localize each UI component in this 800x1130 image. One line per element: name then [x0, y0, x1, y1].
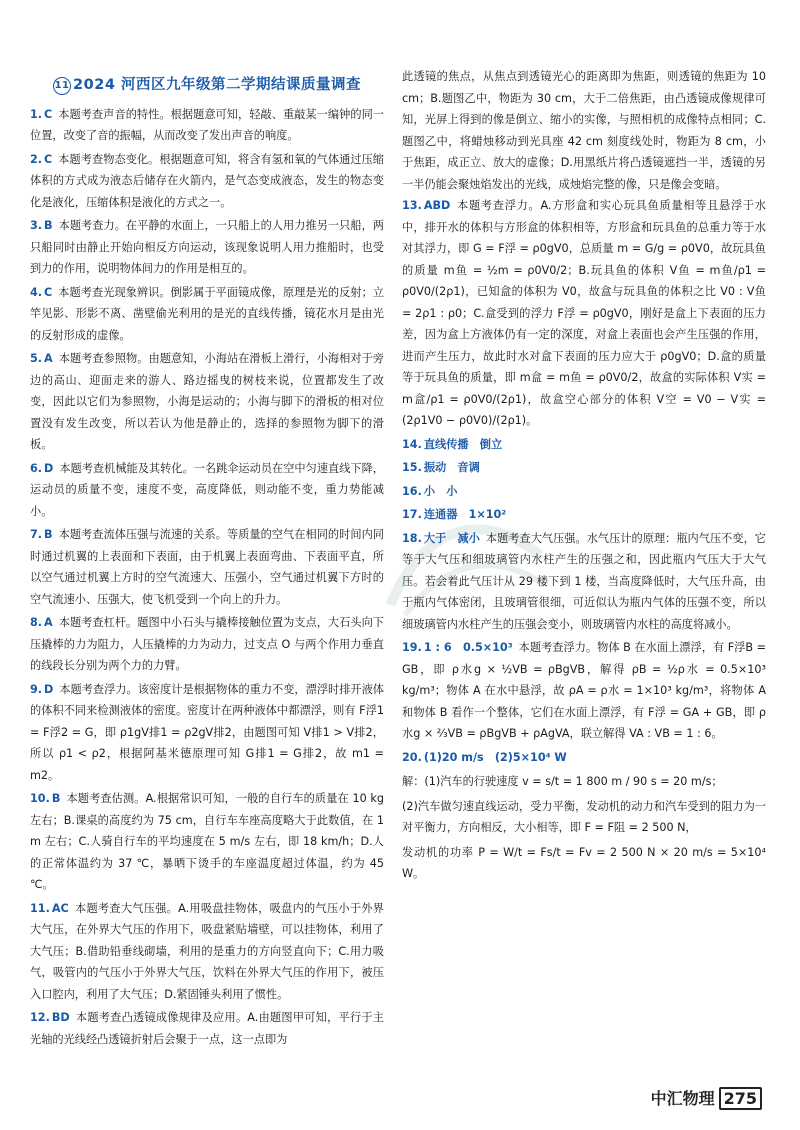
answer-item: [30, 215, 384, 280]
answer-ans: C: [44, 285, 53, 299]
answer-item-16: 16. 小 小: [402, 484, 458, 498]
answer-ans: D: [44, 682, 54, 696]
answer-item: [30, 788, 384, 896]
answer-item-18: 18. 大于 减小 本题考查大气压强。水气压计的原理：瓶内气压不变，它等于大气压和细玻璃管内水柱产生的压强之和，因此瓶内气压大于大气压。若会着此气压计从 29 楼下到 1 楼，当高度降低时，大气压升高，由于瓶内气体密闭，且玻璃管很细，可近似认为瓶内气体的压强不变，所以细玻璃管内水柱产生的压强会变小，则玻璃管内水柱的高度将减小。: [402, 531, 766, 631]
answer-ans: B: [44, 219, 53, 232]
answer-no: 4.: [30, 285, 43, 299]
answer-item: [30, 524, 384, 610]
answer-no: 3.: [30, 219, 43, 232]
answer-item-19: 19. 1 : 6 0.5×10³ 本题考查浮力。物体 B 在水面上漂浮，有 F浮B = GB，即 ρ水g × ½VB = ρBgVB，解得 ρB = ½ρ水 = 0.5×10³ kg/m³；物体 A 在水中悬浮，故 ρA = ρ水 = 1×10³ kg/m³，将物体 A 和物体 B 看作一个整体，它们在水面上漂浮，有 F浮 = GA + GB，即 ρ水g × ⅔VB = ρBgVB + ρAgVA，联立解得 VA : VB = 1 : 6。: [402, 641, 767, 740]
answer-text: 本题考查力。在平静的水面上，一只船上的人用力推另一只船，两只船同时由静止开始向相反方向运动，该现象说明人用力推船时，也受到力的作用，说明物体间力的作用是相互的。: [30, 219, 384, 275]
answer-text: 本题考查光现象辨识。倒影属于平面镜成像，原理是光的反射；立竿见影、形影不离、凿壁偷光利用的是光的直线传播，镜花水月是由光的反射形成的虚像。: [30, 285, 384, 342]
page-title: [30, 75, 384, 97]
footer-label: 中汇物理: [650, 1089, 715, 1108]
answer-item-14: 14. 直线传播 倒立: [402, 437, 503, 451]
answer-text: 本题考查大气压强。A.用吸盘挂物体，吸盘内的气压小于外界大气压，在外界大气压的作用下，吸盘紧贴墙壁，可以挂物体，利用了大气压；B.借助铅垂线砌墙，利用的是重力的方向竖直向下；C.用力吸气，吸管内的气压小于外界大气压，饮料在外界大气压的作用下，被压入口腔内，利用了大气压；D.紧固锤头利用了惯性。: [30, 901, 384, 1001]
answer-item: [30, 348, 384, 456]
answer-item-20: 20. (1)20 m/s (2)5×10⁴ W: [402, 750, 567, 764]
answer-text: 本题考查杠杆。题图中小石头与撬棒接触位置为支点，大石头向下压撬棒的力为阻力，人压撬棒的力为动力，过支点 O 与两个作用力垂直的线段长分别为两个力的力臂。: [30, 616, 384, 672]
answer-no: 8.: [30, 616, 43, 629]
q20-solution-1: 解：(1)汽车的行驶速度 v = s/t = 1 800 m / 90 s = 20 m/s；: [402, 775, 723, 788]
answer-text: 本题考查声音的特性。根据题意可知，轻敲、重敲某一编钟的同一位置，改变了音的振幅，从而改变了发出声音的响度。: [30, 107, 384, 142]
answer-ans: BD: [51, 1011, 70, 1024]
answer-item: [30, 612, 384, 677]
answer-text: 本题考查估测。A.根据常识可知，一般的自行车的质量在 10 kg 左右；B.课桌的高度约为 75 cm，自行车车座高度略大于此数值，在 1 m 左右；C.人骑自行车的平均速度在 5 m/s 左右，即 18 km/h；D.人的正常体温约为 37 ℃，暴晒下烫手的车座温度超过体温，约为 45 ℃。: [30, 792, 384, 891]
answer-no: 7.: [30, 528, 43, 541]
answer-item: [30, 458, 384, 523]
answer-ans: B: [44, 528, 53, 541]
answer-text: 本题考查浮力。该密度计是根据物体的重力不变，漂浮时排开液体的体积不同来检测液体的密度。密度计在两种液体中都漂浮，则有 F浮1 = F浮2 = G，即 ρ1gV排1 = ρ2gV排2，由题图可知 V排1 > V排2，所以 ρ1 < ρ2，根据阿基米德原理可知 G排1 = G排2，故 m1 = m2。: [30, 682, 384, 782]
answer-ans: AC: [51, 901, 69, 915]
answer-no: 6.: [30, 461, 43, 475]
answer-item: [30, 149, 384, 214]
answer-item: [30, 1007, 384, 1050]
section-badge: 11: [53, 77, 71, 95]
left-answer-list: [30, 104, 384, 1051]
q12-continued: 此透镜的焦点，从焦点到透镜光心的距离即为焦距，则透镜的焦距为 10 cm；B.题图乙中，物距为 30 cm，大于二倍焦距，由凸透镜成像规律可知，光屏上得到的像是倒立、缩小的实像，与照相机的成像特点相同；C.题图乙中，将蜡烛移动到光具座 42 cm 刻度线处时，物距为 8 cm，小于焦距，成正立、放大的虚像；D.用黑纸片将凸透镜遮挡一半，透镜的另一半仍能会聚烛焰发出的光线，成烛焰完整的像，只是像会变暗。: [402, 70, 766, 191]
q20-solution-2: (2)汽车做匀速直线运动，受力平衡，发动机的动力和汽车受到的阻力为一对平衡力，方向相反，大小相等，即 F = F阻 = 2 500 N，: [402, 799, 766, 834]
answer-no: 2.: [30, 152, 43, 166]
answer-text: 本题考查物态变化。根据题意可知，将含有氢和氧的气体通过压缩体积的方式成为液态后储存在火箭内，是气态变成液态，发生的物态变化是液化，压缩体积是液化的方式之一。: [30, 152, 384, 209]
answer-item-17: 17. 连通器 1×10²: [402, 508, 507, 521]
answer-no: 11.: [30, 901, 50, 915]
answer-item-13: 13. ABD 本题考查浮力。A.方形盒和实心玩具鱼质量相等且悬浮于水中，排开水的体积与方形盒的体积相等，方形盒和玩具鱼的总重力等于水对其浮力，即 G = F浮 = ρ0gV0，总质量 m = G/g = ρ0V0，故玩具鱼的质量 m鱼 = ½m = ρ0V0/2；B.玩具鱼的体积 V鱼 = m鱼/ρ1 = ρ0V0/(2ρ1)，已知盒的体积为 V0，故盒与玩具鱼的体积之比 V0 : V鱼 = 2ρ1 : ρ0；C.盒受到的浮力 F浮 = ρ0gV0，刚好是盒上下表面的压力差，因为盒上方液体仍有一定的深度，对盒上表面也会产生压强的作用，进而产生压力，故此时水对盒下表面的压力应大于 ρ0gV0；D.盒的质量等于玩具鱼的质量，即 m盒 = m鱼 = ρ0V0/2，故盒的实际体积 V实 = m盒/ρ1 = ρ0V0/(2ρ1)，故盒空心部分的体积 V空 = V0 − V实 = (2ρ1V0 − ρ0V0)/(2ρ1)。: [402, 199, 766, 427]
answer-ans: A: [44, 616, 53, 629]
left-column: [30, 66, 384, 1052]
section-title: 2024 河西区九年级第二学期结课质量调查: [73, 77, 361, 93]
answer-text: 本题考查凸透镜成像规律及应用。A.由题图甲可知，平行于主光轴的光线经凸透镜折射后会聚于一点，这一点即为: [30, 1011, 384, 1046]
answer-no: 1.: [30, 107, 43, 121]
answer-no: 12.: [30, 1011, 50, 1024]
answer-ans: A: [44, 352, 53, 365]
answer-text: 本题考查流体压强与流速的关系。等质量的空气在相同的时间内同时通过机翼的上表面和下表面，由于机翼上表面弯曲、下表面平直，所以空气通过机翼上方时的空气流速大、压强小，空气通过机翼下方时的空气流速小、压强大，使飞机受到一个向上的升力。: [30, 528, 384, 606]
q20-solution-3: 发动机的功率 P = W/t = Fs/t = Fv = 2 500 N × 20 m/s = 5×10⁴ W。: [402, 845, 766, 880]
answer-no: 9.: [30, 682, 43, 696]
answer-ans: C: [44, 152, 53, 166]
page-footer: [651, 1086, 762, 1110]
answer-text: 本题考查机械能及其转化。一名跳伞运动员在空中匀速直线下降，运动员的质量不变，速度不变，高度降低，则动能不变，重力势能减小。: [30, 461, 384, 518]
answer-ans: C: [44, 107, 53, 121]
answer-item-15: 15. 振动 音调: [402, 461, 480, 474]
page-number: 275: [719, 1087, 762, 1110]
right-column: [402, 66, 766, 885]
answer-text: 本题考查参照物。由题意知，小海站在滑板上滑行，小海相对于旁边的高山、迎面走来的游人、路边摇曳的树枝来说，位置都发生了改变，因此以它们为参照物，小海是运动的；小海与脚下的滑板的相对位置没有发生改变，所以若认为他是静止的，选择的参照物为脚下的滑板。: [30, 352, 384, 451]
answer-ans: B: [51, 792, 61, 805]
answer-no: 10.: [30, 792, 50, 805]
answer-item: [30, 104, 384, 147]
answer-item: [30, 898, 384, 1006]
answer-no: 5.: [30, 352, 43, 365]
answer-item: [30, 282, 384, 347]
answer-item: [30, 679, 384, 787]
answer-ans: D: [44, 461, 54, 475]
